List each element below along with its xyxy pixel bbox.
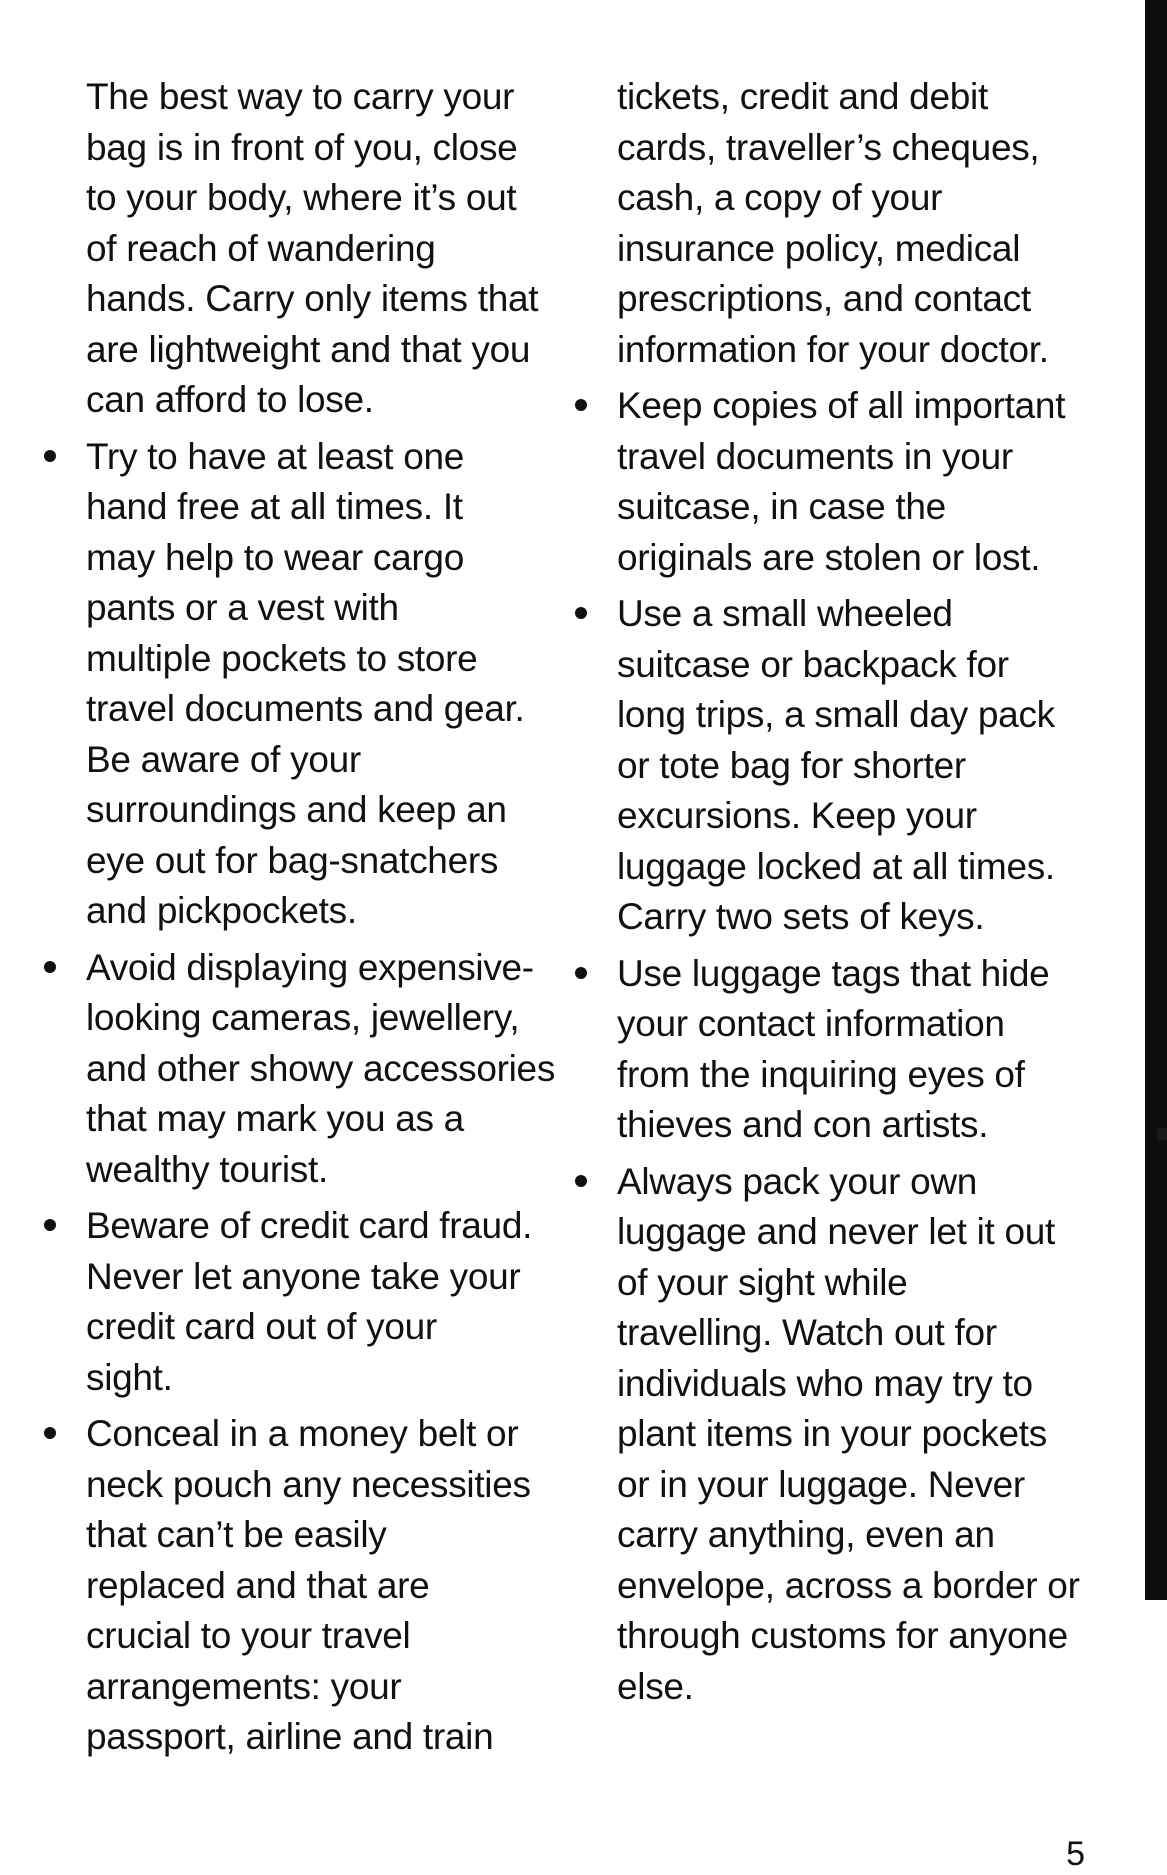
page-number: 5 <box>1066 1835 1085 1873</box>
right-column <box>617 72 1117 1712</box>
list-item-text: Beware of credit card fraud. Never let anyone take your credit card out of your sight. <box>86 1205 533 1398</box>
page-edge-bar <box>1145 0 1167 1600</box>
list-item <box>617 949 1117 1151</box>
list-item-text: Use luggage tags that hide your contact information from the inquiring eyes of thieves and con artists. <box>617 952 1050 1145</box>
list-item <box>86 432 568 937</box>
bullet-icon <box>44 450 56 462</box>
bullet-icon <box>575 399 587 411</box>
list-item <box>86 943 568 1196</box>
list-item-text: Use a small wheeled suitcase or backpack for long trips, a small day pack or tote bag for shorter excursions. Keep your luggage locked at all times. Carry two sets of keys. <box>617 593 1055 937</box>
left-column <box>86 72 568 1763</box>
list-item <box>617 1157 1117 1713</box>
bullet-icon <box>44 1427 56 1439</box>
list-item <box>617 589 1117 943</box>
list-item-text: Always pack your own luggage and never let it out of your sight while travelling. Watch out for individuals who may try to plant items in your pockets or in your luggage. Never carry anything, even an envelope, across a border or through customs for anyone else. <box>617 1160 1080 1707</box>
right-continuation-paragraph: tickets, credit and debit cards, traveller’s cheques, cash, a copy of your insurance policy, medical prescriptions, and contact information for your doctor. <box>617 76 1049 370</box>
list-item-text: Try to have at least one hand free at all times. It may help to wear cargo pants or a vest with multiple pockets to store travel documents and gear. Be aware of your surroundings and keep an eye out for bag-snatchers and pickpockets. <box>86 435 525 931</box>
bullet-icon <box>575 1175 587 1187</box>
list-item <box>86 1201 568 1403</box>
list-item <box>617 381 1117 583</box>
list-item-text: Avoid displaying expensive- looking cameras, jewellery, and other showy accessories that may mark you as a wealthy tourist. <box>86 946 556 1190</box>
bullet-icon <box>575 967 587 979</box>
list-item-text: Conceal in a money belt or neck pouch any necessities that can’t be easily replaced and that are crucial to your travel arrangements: your passport, airline and train <box>86 1413 531 1757</box>
bullet-icon <box>44 961 56 973</box>
page-edge-mark <box>1157 1128 1167 1140</box>
bullet-icon <box>44 1219 56 1231</box>
list-item-text: Keep copies of all important travel documents in your suitcase, in case the originals are stolen or lost. <box>617 385 1066 578</box>
bullet-icon <box>575 607 587 619</box>
left-continuation-paragraph: The best way to carry your bag is in front of you, close to your body, where it’s out of reach of wandering hands. Carry only items that are lightweight and that you can afford to lose. <box>86 76 539 420</box>
list-item <box>86 1409 568 1763</box>
